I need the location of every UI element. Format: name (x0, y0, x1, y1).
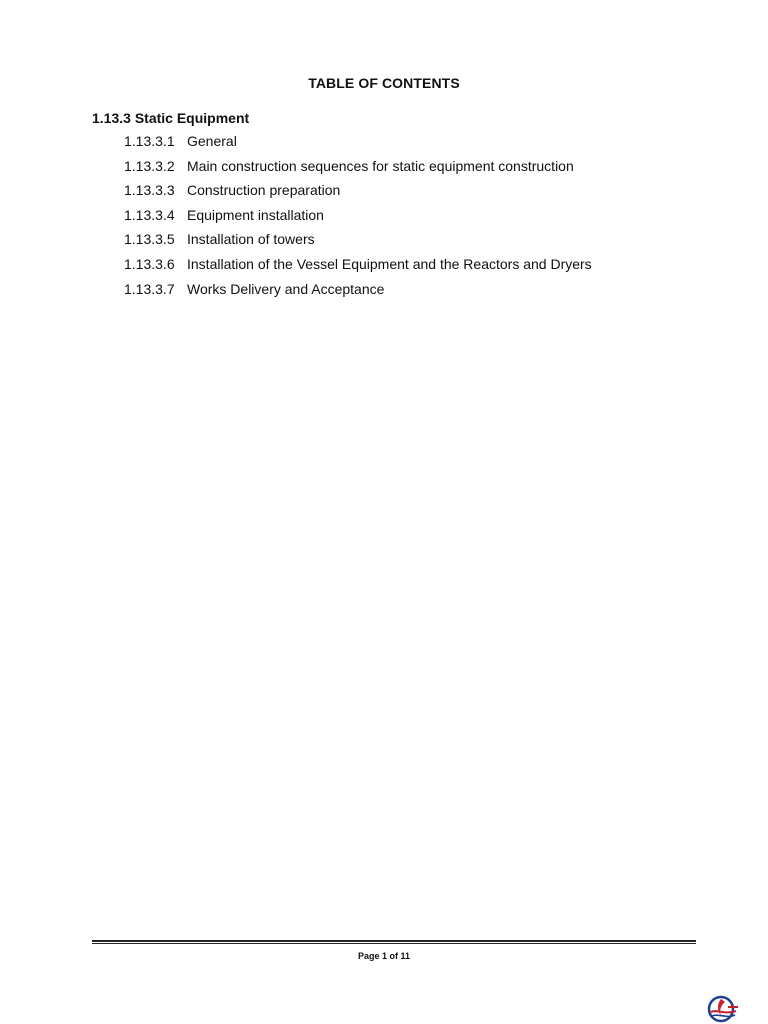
toc-entry-number: 1.13.3.5 (124, 231, 175, 248)
toc-entry[interactable] (124, 279, 592, 304)
toc-list (124, 131, 592, 303)
company-logo-icon (706, 994, 740, 1024)
toc-entry-number: 1.13.3.3 (124, 182, 175, 199)
toc-entry-text: Works Delivery and Acceptance (187, 280, 385, 297)
footer-divider (92, 940, 696, 944)
toc-entry-text: Installation of the Vessel Equipment and the Reactors and Dryers (187, 255, 592, 272)
toc-entry-text: Equipment installation (187, 206, 324, 223)
toc-entry-number: 1.13.3.1 (124, 133, 175, 149)
toc-entry-number: 1.13.3.4 (124, 206, 175, 223)
toc-entry-text: Installation of towers (187, 231, 315, 248)
toc-entry-number: 1.13.3.2 (124, 157, 175, 174)
logo-bar (728, 1006, 738, 1008)
toc-entry-text: Main construction sequences for static equipment construction (187, 157, 574, 174)
toc-entry[interactable] (124, 205, 592, 230)
toc-entry[interactable] (124, 131, 592, 156)
toc-entry[interactable] (124, 180, 592, 205)
toc-entry-number: 1.13.3.6 (124, 255, 175, 272)
toc-entry-text: Construction preparation (187, 182, 341, 199)
toc-entry[interactable] (124, 229, 592, 254)
logo-wave (711, 1011, 736, 1012)
toc-entry[interactable] (124, 254, 592, 279)
toc-entry[interactable] (124, 156, 592, 181)
section-heading: 1.13.3 Static Equipment (92, 110, 250, 126)
toc-entry-text: General (187, 133, 237, 149)
toc-entry-number: 1.13.3.7 (124, 280, 175, 297)
toc-title: TABLE OF CONTENTS (308, 75, 460, 91)
page-number: Page 1 of 11 (357, 951, 411, 961)
logo-flame (718, 999, 725, 1016)
